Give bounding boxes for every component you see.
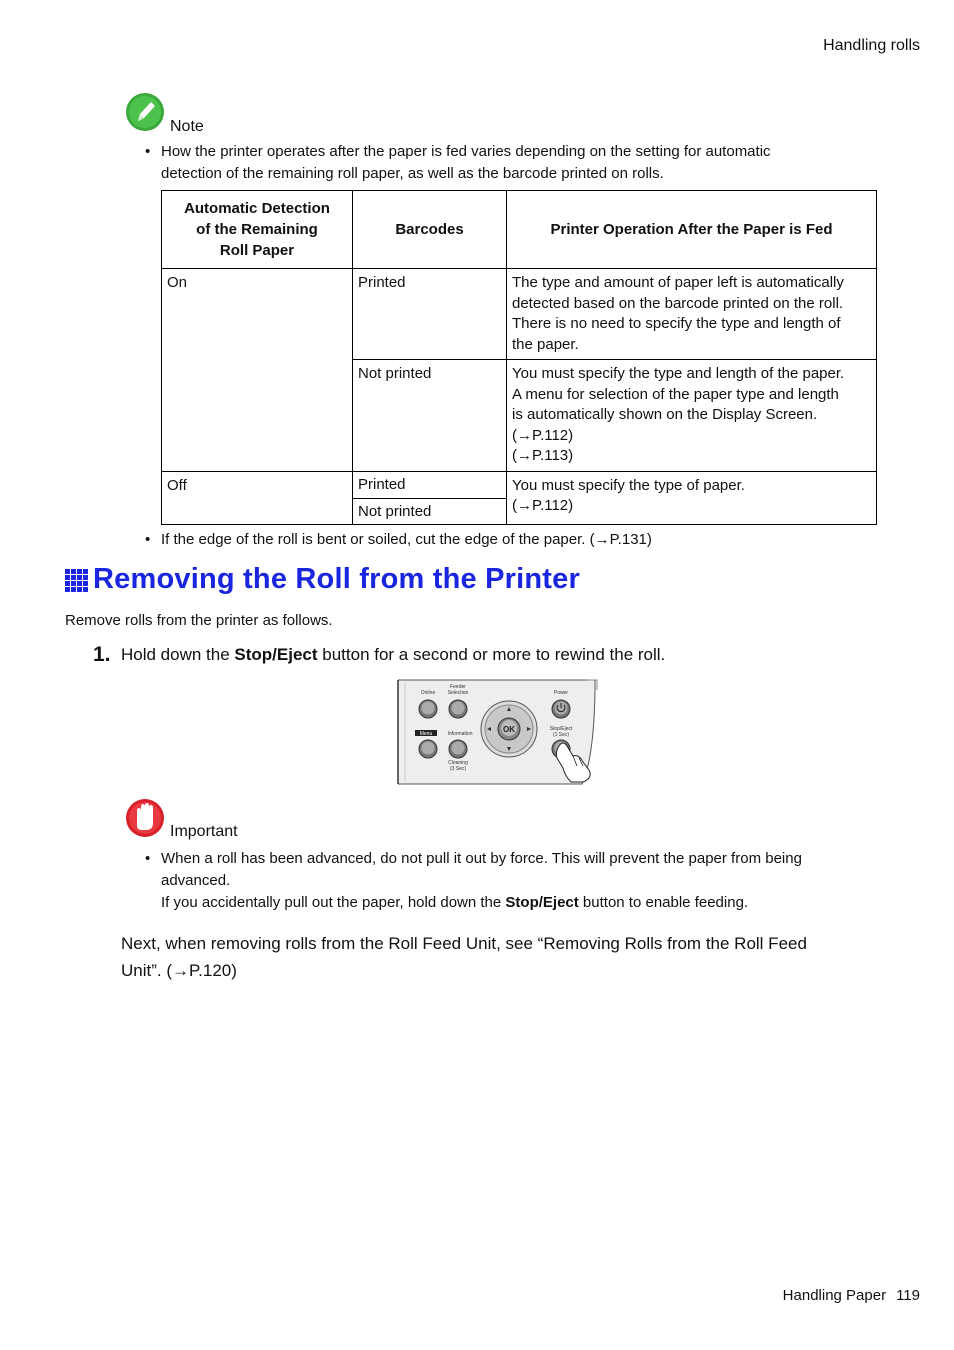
printer-operation-table bbox=[161, 190, 877, 525]
label-3sec: (3 Sec) bbox=[449, 766, 467, 772]
cell-op-on-not-printed: You must specify the type and length of the paper. A menu for selection of the paper type and length is automatically shown on the Display Screen. (→P.112) (→P.113) bbox=[507, 360, 877, 472]
label-cleaning: Cleaning bbox=[448, 760, 468, 766]
important-bullet: • When a roll has been advanced, do not pull it out by force. This will prevent the paper from being advanced. If you accidentally pull out the paper, hold down the Stop/Eject button to enable feeding. bbox=[145, 850, 802, 911]
section-grid-icon bbox=[65, 569, 89, 593]
table-header-row bbox=[162, 191, 877, 269]
label-menu: Menu bbox=[419, 731, 433, 737]
important-label: Important bbox=[170, 823, 238, 840]
note-label: Note bbox=[170, 118, 204, 135]
note-bullet-1: • How the printer operates after the paper is fed varies depending on the setting for automatic detection of the remaining roll paper, as well as the barcode printed on rolls. bbox=[145, 143, 771, 182]
label-ok: OK bbox=[503, 725, 515, 734]
label-power: Power bbox=[553, 690, 569, 696]
label-selection: Selection bbox=[447, 690, 469, 696]
cell-not-printed: Not printed bbox=[353, 360, 507, 472]
section-intro: Remove rolls from the printer as follows. bbox=[65, 612, 333, 629]
label-feeder: Feeder bbox=[450, 684, 466, 690]
cell-off: Off bbox=[162, 471, 353, 525]
label-stop-eject: Stop/Eject bbox=[549, 726, 573, 732]
cell-on: On bbox=[162, 269, 353, 472]
table-row bbox=[162, 471, 877, 498]
section-title: Removing the Roll from the Printer bbox=[93, 563, 580, 595]
cell-not-printed: Not printed bbox=[353, 498, 507, 525]
step-number: 1. bbox=[93, 643, 111, 666]
important-hand-icon bbox=[125, 797, 165, 839]
note-pencil-icon bbox=[125, 92, 165, 132]
table-row bbox=[162, 269, 877, 360]
header-barcodes: Barcodes bbox=[353, 191, 507, 269]
cell-op-off: You must specify the type of paper. (→P.112) bbox=[507, 471, 877, 525]
operation-panel-illustration bbox=[397, 678, 600, 786]
footer-chapter: Handling Paper bbox=[782, 1287, 887, 1304]
next-paragraph: Next, when removing rolls from the Roll Feed Unit, see “Removing Rolls from the Roll Feed Unit”. (→P.120) bbox=[121, 934, 807, 980]
cell-op-on-printed: The type and amount of paper left is automatically detected based on the barcode printed on the roll. There is no need to specify the type and length of the paper. bbox=[507, 269, 877, 360]
page-footer bbox=[773, 1287, 920, 1304]
header-auto-detection: Automatic Detection of the Remaining Roll Paper bbox=[162, 191, 353, 269]
cell-printed: Printed bbox=[353, 269, 507, 360]
step-text: Hold down the Stop/Eject button for a second or more to rewind the roll. bbox=[121, 645, 666, 664]
label-information: Information bbox=[447, 731, 473, 737]
label-online: Online bbox=[420, 690, 436, 696]
note-bullet-2: • If the edge of the roll is bent or soiled, cut the edge of the paper. (→P.131) bbox=[145, 531, 652, 548]
cell-printed: Printed bbox=[353, 471, 507, 498]
running-header: Handling rolls bbox=[823, 37, 920, 54]
page-number: 119 bbox=[896, 1287, 920, 1304]
label-1sec: (1 Sec) bbox=[552, 732, 570, 738]
header-printer-operation: Printer Operation After the Paper is Fed bbox=[507, 191, 877, 269]
